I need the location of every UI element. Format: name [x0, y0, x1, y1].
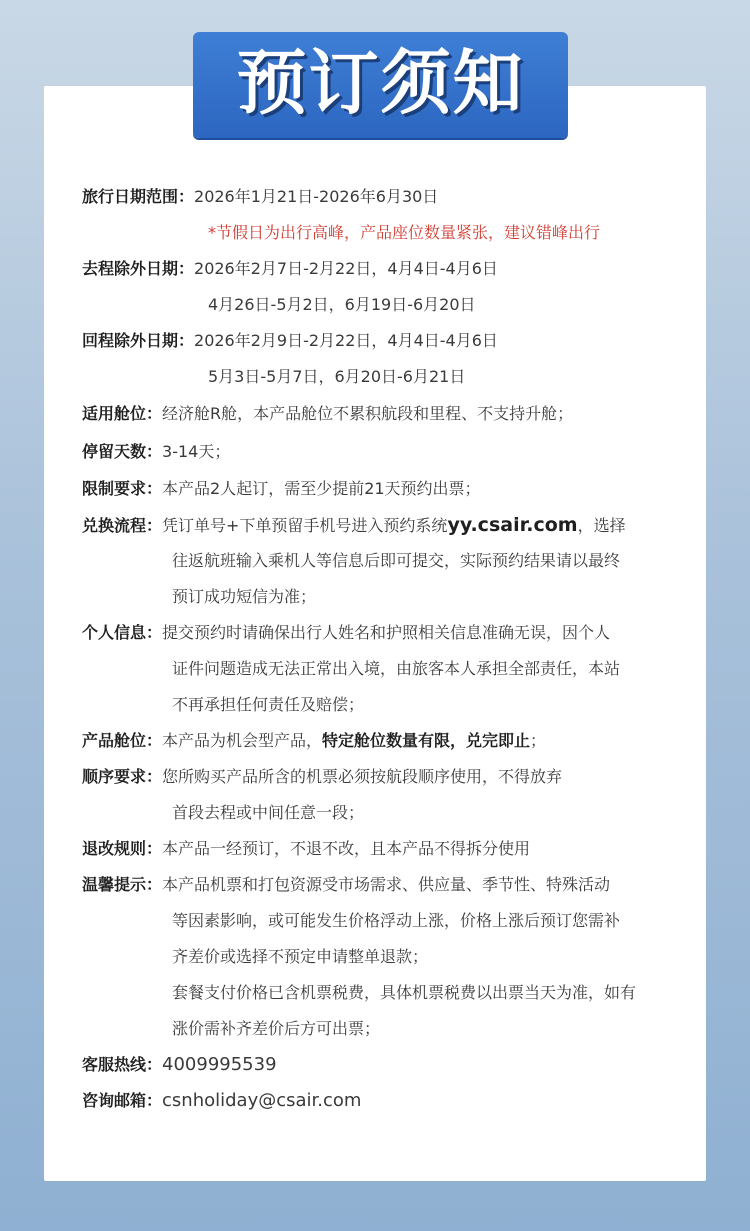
page-title: 预订须知 — [236, 42, 525, 124]
tips-label: 温馨提示： — [82, 875, 163, 894]
tips-line3: 齐差价或选择不预定申请整单退款； — [172, 947, 429, 966]
outbound-excluded-label: 去程除外日期： — [82, 259, 195, 278]
cabin-value: 经济舱R舱，本产品舱位不累积航段和里程、不支持升舱； — [162, 404, 574, 423]
cabin-row — [82, 404, 573, 424]
product-seats-label: 产品舱位： — [82, 731, 163, 750]
product-seats-post: ； — [530, 731, 547, 750]
limit-row — [82, 479, 481, 499]
order-label: 顺序要求： — [82, 767, 163, 786]
personal-info-line2: 证件问题造成无法正常出入境，由旅客本人承担全部责任，本站 — [172, 659, 621, 678]
email-label: 咨询邮箱： — [82, 1091, 163, 1110]
order-line2: 首段去程或中间任意一段； — [172, 803, 365, 822]
cabin-label: 适用舱位： — [82, 404, 163, 423]
refund-value: 本产品一经预订，不退不改，且本产品不得拆分使用 — [162, 839, 531, 858]
tips-line2: 等因素影响，或可能发生价格浮动上涨，价格上涨后预订您需补 — [172, 911, 621, 930]
email-row — [82, 1091, 361, 1111]
limit-label: 限制要求： — [82, 479, 163, 498]
outbound-excluded-row — [82, 259, 498, 279]
personal-info-line1: 提交预约时请确保出行人姓名和护照相关信息准确无误，因个人 — [162, 623, 611, 642]
redeem-label: 兑换流程： — [82, 516, 163, 535]
redeem-line3: 预订成功短信为准； — [172, 587, 317, 606]
return-excluded-line2: 5月3日-5月7日，6月20日-6月21日 — [208, 367, 466, 386]
redeem-domain-link[interactable]: yy.csair.com — [447, 514, 578, 536]
redeem-line1-post: ，选择 — [577, 516, 626, 535]
outbound-excluded-line2: 4月26日-5月2日，6月19日-6月20日 — [208, 295, 476, 314]
refund-label: 退改规则： — [82, 839, 163, 858]
product-seats-pre: 本产品为机会型产品， — [162, 731, 323, 750]
redeem-line1-pre: 凭订单号+下单预留手机号进入预约系统 — [162, 516, 448, 535]
travel-date-row — [82, 187, 438, 207]
redeem-row — [82, 515, 626, 536]
personal-info-row — [82, 623, 610, 643]
travel-date-note: *节假日为出行高峰，产品座位数量紧张，建议错峰出行 — [208, 223, 601, 242]
return-excluded-line1: 2026年2月9日-2月22日，4月4日-4月6日 — [194, 331, 498, 350]
travel-date-label: 旅行日期范围： — [82, 187, 195, 206]
product-seats-row — [82, 731, 546, 751]
tips-line4: 套餐支付价格已含机票税费，具体机票税费以出票当天为准，如有 — [172, 983, 637, 1002]
title-banner — [193, 32, 568, 138]
product-seats-bold: 特定舱位数量有限，兑完即止 — [322, 731, 531, 750]
stay-days-label: 停留天数： — [82, 442, 163, 461]
tips-line1: 本产品机票和打包资源受市场需求、供应量、季节性、特殊活动 — [162, 875, 611, 894]
stay-days-row — [82, 442, 230, 462]
return-excluded-row — [82, 331, 498, 351]
order-line1: 您所购买产品所含的机票必须按航段顺序使用，不得放弃 — [162, 767, 563, 786]
tips-line5: 涨价需补齐差价后方可出票； — [172, 1019, 381, 1038]
outbound-excluded-line1: 2026年2月7日-2月22日，4月4日-4月6日 — [194, 259, 498, 278]
travel-date-value: 2026年1月21日-2026年6月30日 — [194, 187, 439, 206]
redeem-line2: 往返航班输入乘机人等信息后即可提交，实际预约结果请以最终 — [172, 551, 621, 570]
personal-info-line3: 不再承担任何责任及赔偿； — [172, 695, 365, 714]
hotline-value[interactable]: 4009995539 — [162, 1054, 277, 1075]
stay-days-value: 3-14天； — [162, 442, 231, 461]
order-row — [82, 767, 562, 787]
email-value[interactable]: csnholiday@csair.com — [162, 1090, 362, 1111]
personal-info-label: 个人信息： — [82, 623, 163, 642]
return-excluded-label: 回程除外日期： — [82, 331, 195, 350]
refund-row — [82, 839, 530, 859]
limit-value: 本产品2人起订，需至少提前21天预约出票； — [162, 479, 481, 498]
tips-row — [82, 875, 610, 895]
hotline-row — [82, 1055, 277, 1075]
hotline-label: 客服热线： — [82, 1055, 163, 1074]
